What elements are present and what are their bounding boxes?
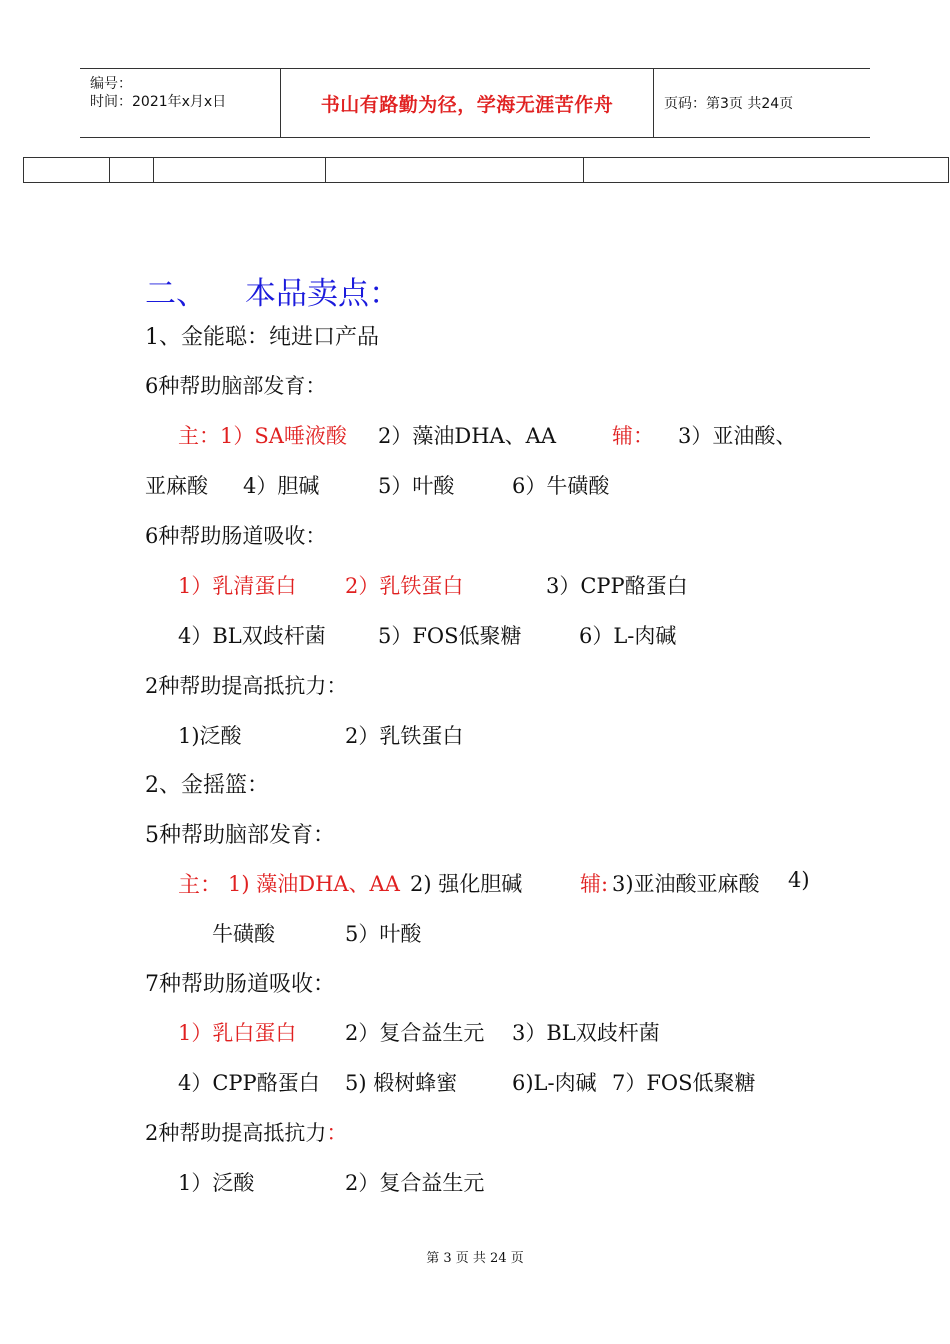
table-divider: [583, 158, 584, 182]
p1-brain-3: 3）亚油酸、: [678, 424, 797, 448]
p1-brain-heading: 6种帮助脑部发育：: [145, 374, 327, 398]
p2-gut-5: 5) 椴树蜂蜜: [345, 1071, 458, 1095]
p2-gut-4: 4）CPP酪蛋白: [178, 1071, 320, 1095]
p2-gut-1: 1）乳白蛋白: [178, 1021, 297, 1045]
section-number: 二、: [145, 276, 207, 312]
p1-brain-2: 2）藻油DHA、AA: [378, 424, 557, 448]
motto: 书山有路勤为径，学海无涯苦作舟: [320, 93, 614, 116]
time-label: 时间：2021年x月x日: [90, 94, 227, 110]
section-title: 本品卖点：: [245, 276, 400, 312]
p1-brain-3b: 亚麻酸: [145, 474, 208, 498]
document-header: [80, 68, 870, 138]
p1-immune-2: 2）乳铁蛋白: [345, 724, 464, 748]
p1-gut-heading: 6种帮助肠道吸收：: [145, 524, 327, 548]
p1-brain-aux-label: 辅：: [612, 424, 654, 448]
p1-immune-1: 1)泛酸: [178, 724, 242, 748]
p1-gut-2: 2）乳铁蛋白: [345, 574, 464, 598]
header-page-cell: [654, 69, 870, 137]
p2-gut-2: 2）复合益生元: [345, 1021, 485, 1045]
p2-brain-4b: 牛磺酸: [212, 922, 275, 946]
p1-brain-6: 6）牛磺酸: [512, 474, 610, 498]
p2-immune-heading: [145, 1117, 347, 1147]
table-divider: [153, 158, 154, 182]
p1-brain-4: 4）胆碱: [243, 474, 320, 498]
p2-brain-aux-label: 辅:: [580, 872, 609, 896]
header-page-info: 页码：第3页 共24页: [664, 96, 794, 112]
header-motto-cell: [281, 69, 654, 137]
table-divider: [325, 158, 326, 182]
table-divider: [109, 158, 110, 182]
p2-brain-2: 2) 强化胆碱: [410, 872, 523, 896]
p2-immune-colon: ：: [326, 1121, 348, 1145]
p2-gut-7: 7）FOS低聚糖: [612, 1071, 756, 1095]
p2-brain-heading: 5种帮助脑部发育：: [145, 823, 335, 848]
p2-brain-main-label: 主：: [178, 873, 223, 898]
p2-immune-1: 1）泛酸: [178, 1171, 255, 1195]
p2-immune-heading-text: 2种帮助提高抵抗力: [145, 1121, 327, 1145]
p2-immune-2: 2）复合益生元: [345, 1171, 485, 1195]
p1-gut-3: 3）CPP酪蛋白: [546, 574, 688, 598]
header-meta-cell: [80, 69, 281, 137]
p1-brain-main-1: 1）SA唾液酸: [220, 424, 347, 448]
p1-brain-5: 5）叶酸: [378, 474, 455, 498]
p1-brain-main-label: 主：: [178, 424, 220, 448]
p1-gut-6: 6）L-肉碱: [579, 624, 677, 648]
p1-gut-4: 4）BL双歧杆菌: [178, 624, 326, 648]
empty-table-row: [23, 157, 949, 183]
p2-gut-3: 3）BL双歧杆菌: [512, 1021, 660, 1045]
p1-gut-5: 5）FOS低聚糖: [378, 624, 522, 648]
p2-brain-main-1: 1) 藻油DHA、AA: [228, 872, 400, 896]
p2-brain-4: 4): [788, 868, 810, 892]
p2-gut-6: 6)L-肉碱: [512, 1071, 597, 1095]
page-footer: 第 3 页 共 24 页: [426, 1251, 524, 1266]
product-2-heading: 2、金摇篮：: [145, 773, 269, 798]
product-1-heading: 1、金能聪：纯进口产品: [145, 325, 379, 350]
p2-gut-heading: 7种帮助肠道吸收：: [145, 972, 335, 997]
p2-brain-3: 3)亚油酸亚麻酸: [612, 872, 760, 896]
serial-label: 编号：: [90, 76, 132, 92]
p1-immune-heading: 2种帮助提高抵抗力：: [145, 674, 348, 698]
p2-brain-5: 5）叶酸: [345, 922, 422, 946]
p1-gut-1: 1）乳清蛋白: [178, 574, 297, 598]
